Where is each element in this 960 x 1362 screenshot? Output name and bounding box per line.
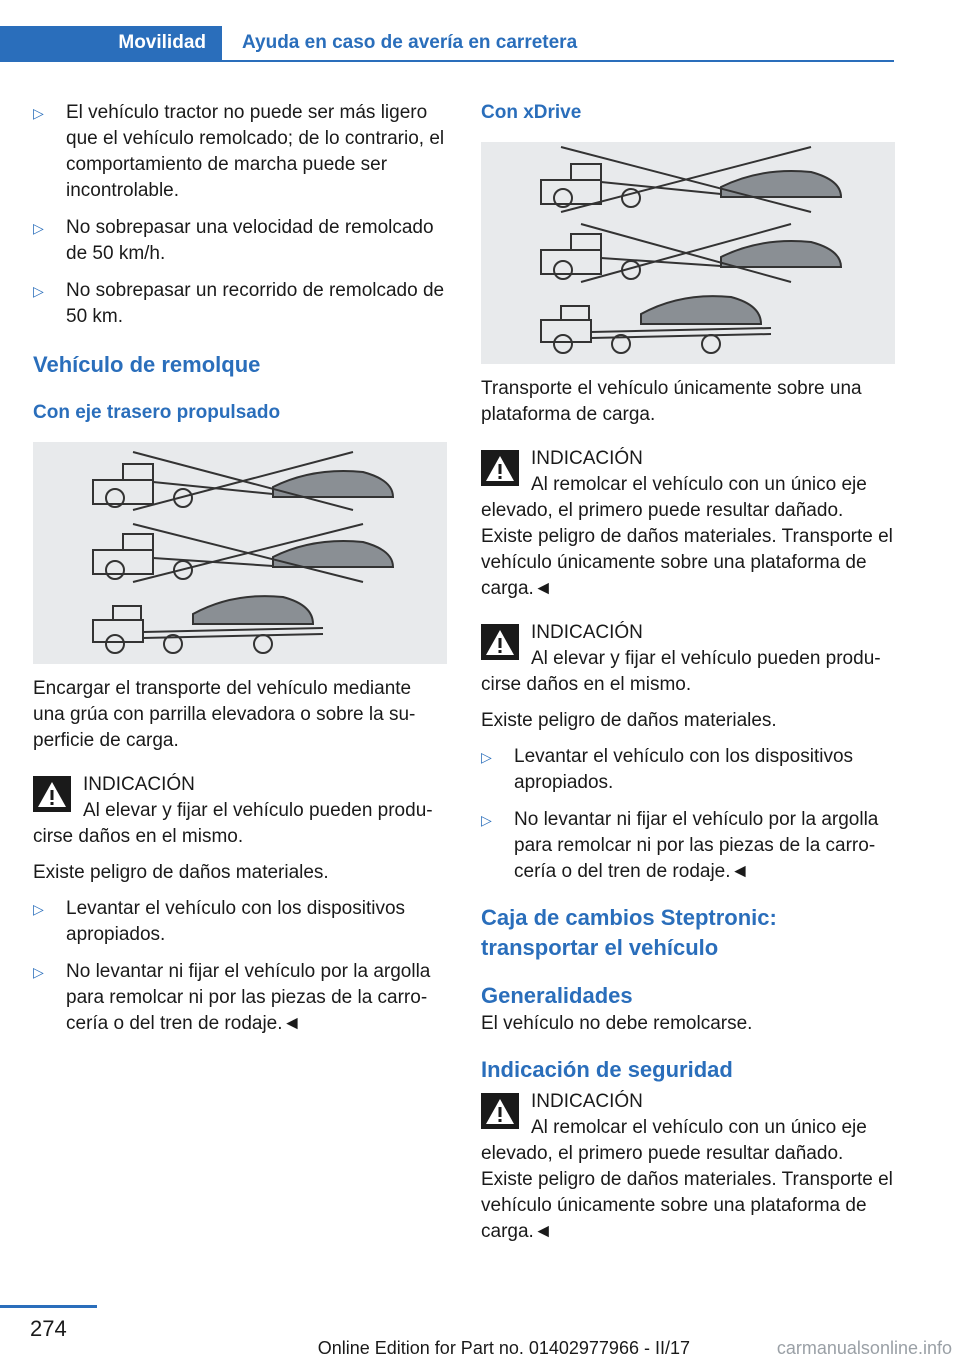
heading-vehiculo-remolque: Vehículo de remolque [33,352,261,377]
bullet-icon: ▷ [33,283,44,299]
subheading-xdrive: Con xDrive [481,102,582,123]
heading-indicacion-seguridad: Indicación de seguridad [481,1057,733,1082]
page-header [0,0,960,62]
towing-illustration-xdrive [481,142,895,364]
subheading-eje-trasero: Con eje trasero propulsado [33,402,281,423]
towing-illustration-rear [33,442,447,664]
warning-block [481,446,895,472]
heading-steptronic: Caja de cambios Steptronic: transportar el vehículo [481,905,777,960]
page-number: 274 [30,1316,67,1341]
bullet-icon: ▷ [481,749,492,765]
warning-block [481,1089,895,1115]
warning-title: INDICACIÓN [531,448,643,469]
bullet-icon: ▷ [33,901,44,917]
bullet-icon: ▷ [481,812,492,828]
list-item: ▷ No sobrepasar una velocidad de remolcado de 50 km/h. [33,217,434,264]
tab-movilidad[interactable] [0,26,222,62]
tab-movilidad-label: Movilidad [118,32,206,53]
footer-rule [0,1305,97,1308]
list-item: ▷ Levantar el vehículo con los dispositivos apropiados. [33,898,406,945]
watermark: carmanualsonline.info [776,1338,952,1358]
list-item: ▷ El vehículo tractor no puede ser más ligero que el vehículo remolcado; de lo contrario, el comportamiento de marcha puede ser incontrolable. [33,102,445,201]
paragraph-transport-xdrive: Transporte el vehículo únicamente sobre una plataforma de carga. [481,378,862,425]
edition-text: Online Edition for Part no. 01402977966 - II/17 [317,1338,690,1358]
warning-block [481,620,895,646]
warning-text: Al remolcar el vehículo con un único eje elevado, el primero puede resultar dañado. Existe peligro de daños materiales. Transporte el vehículo únicamente sobre una plataforma de carga.◄ [481,1117,893,1242]
warning-icon [481,1093,519,1129]
list-item: ▷ No levantar ni fijar el vehículo por la argolla para remolcar ni por las piezas de la carrocería o del tren de rodaje.◄ [33,961,431,1034]
warning-icon [481,450,519,486]
warning-text: Al elevar y fijar el vehículo pueden producirse daños en el mismo. [33,800,433,847]
bullet-icon: ▷ [33,220,44,236]
right-column [481,100,895,1245]
warning-text-2: Existe peligro de daños materiales. [481,710,777,731]
heading-generalidades: Generalidades [481,983,633,1008]
list-item: ▷ No sobrepasar un recorrido de remolcado de 50 km. [33,280,445,327]
warning-text: Al remolcar el vehículo con un único eje elevado, el primero puede resultar dañado. Existe peligro de daños materiales. Transporte el vehículo únicamente sobre una plataforma de carga.◄ [481,474,893,599]
warning-text: Al elevar y fijar el vehículo pueden producirse daños en el mismo. [481,648,881,695]
list-item: ▷ No levantar ni fijar el vehículo por la argolla para remolcar ni por las piezas de la carrocería o del tren de rodaje.◄ [481,809,879,882]
warning-icon [481,624,519,660]
warning-block [33,772,447,798]
warning-icon [33,776,71,812]
warning-title: INDICACIÓN [83,774,195,795]
warning-title: INDICACIÓN [531,622,643,643]
bullet-icon: ▷ [33,964,44,980]
paragraph-transport: Encargar el transporte del vehículo mediante una grúa con parrilla elevadora o sobre la superficie de carga. [33,678,416,751]
bullet-icon: ▷ [33,105,44,121]
warning-title: INDICACIÓN [531,1091,643,1112]
list-item: ▷ Levantar el vehículo con los dispositivos apropiados. [481,746,854,793]
left-column [33,100,447,1048]
section-title: Ayuda en caso de avería en carretera [242,32,578,53]
section-title-bar [222,26,894,62]
paragraph-no-remolcar: El vehículo no debe remolcarse. [481,1013,753,1034]
warning-text-2: Existe peligro de daños materiales. [33,862,329,883]
